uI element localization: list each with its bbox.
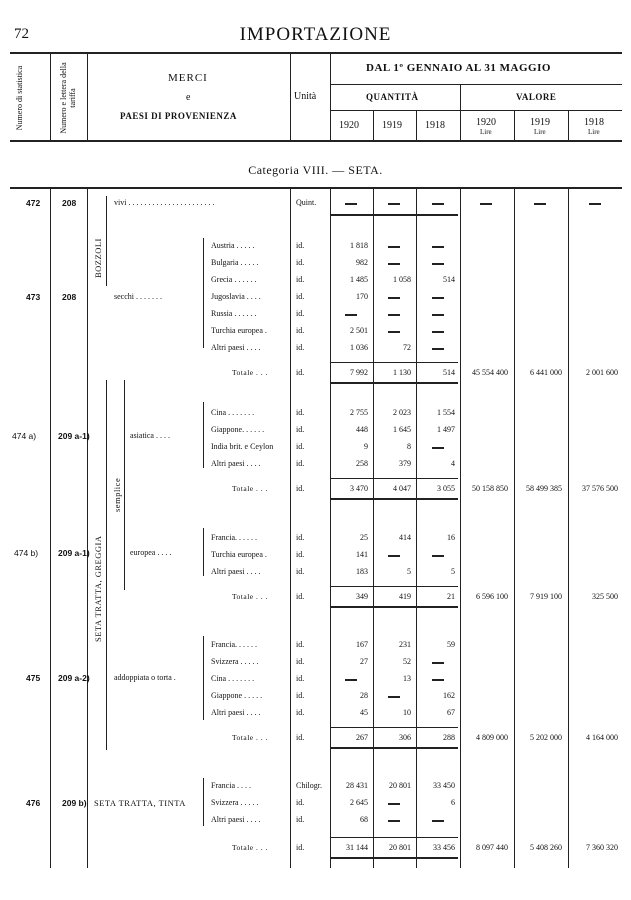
- quantity-cell: 33 456: [433, 843, 455, 852]
- country-label: Altri paesi . . . .: [211, 567, 261, 576]
- tariff-number: 209 b): [62, 798, 87, 808]
- quantity-cell: 379: [399, 459, 411, 468]
- stat-number: 473: [26, 292, 41, 302]
- quantity-cell: 33 450: [433, 781, 455, 790]
- header-divider: [50, 52, 51, 140]
- subtotal-rule: [331, 478, 458, 479]
- value-cell: 8 097 440: [476, 843, 508, 852]
- quantity-cell: 267: [356, 733, 368, 742]
- total-rule: [331, 857, 458, 859]
- quantity-cell: 349: [356, 592, 368, 601]
- unit-cell: id.: [296, 640, 305, 649]
- quantity-cell: 9: [364, 442, 368, 451]
- unit-cell: id.: [296, 843, 305, 852]
- dash-mark: [388, 803, 400, 805]
- dash-mark: [432, 820, 444, 822]
- quantity-cell: 448: [356, 425, 368, 434]
- quantity-cell: 5: [451, 567, 455, 576]
- quantity-cell: 27: [360, 657, 368, 666]
- country-label: Svizzera . . . . .: [211, 798, 259, 807]
- column-divider: [514, 188, 515, 868]
- quantity-cell: 4: [451, 459, 455, 468]
- total-label: Totale . . .: [232, 368, 268, 377]
- subtotal-rule: [331, 837, 458, 838]
- header-year: 1918: [584, 117, 604, 128]
- header-merci: MERCI: [168, 72, 208, 84]
- column-divider: [87, 188, 88, 868]
- unit-cell: id.: [296, 425, 305, 434]
- dash-mark: [388, 314, 400, 316]
- quantity-cell: 170: [356, 292, 368, 301]
- total-label: Totale . . .: [232, 733, 268, 742]
- header-divider: [373, 110, 374, 140]
- bracket-secchi: [203, 238, 204, 348]
- quantity-cell: 2 023: [393, 408, 411, 417]
- quantity-cell: 1 497: [437, 425, 455, 434]
- dash-mark: [534, 203, 546, 205]
- header-divider: [568, 110, 569, 140]
- group-bozzoli: BOZZOLI: [93, 238, 103, 278]
- quantity-cell: 1 554: [437, 408, 455, 417]
- dash-mark: [388, 297, 400, 299]
- subtotal-rule: [331, 727, 458, 728]
- quantity-cell: 16: [447, 533, 455, 542]
- total-rule: [331, 747, 458, 749]
- header-year: 1918: [425, 120, 445, 131]
- dash-mark: [388, 696, 400, 698]
- country-label: Russia . . . . . .: [211, 309, 257, 318]
- country-label: Altri paesi . . . .: [211, 343, 261, 352]
- subtotal-rule: [331, 362, 458, 363]
- header-year: 1919: [382, 120, 402, 131]
- dash-mark: [432, 297, 444, 299]
- unit-cell: id.: [296, 258, 305, 267]
- value-cell: 50 158 850: [472, 484, 508, 493]
- column-divider: [373, 188, 374, 868]
- quantity-cell: 162: [443, 691, 455, 700]
- stat-number: 474 b): [14, 548, 39, 558]
- quantity-cell: 4 047: [393, 484, 411, 493]
- unit-cell: id.: [296, 292, 305, 301]
- header-year: 1920: [476, 117, 496, 128]
- header-quantita: QUANTITÀ: [366, 92, 419, 102]
- dash-mark: [345, 314, 357, 316]
- header-divider: [330, 84, 622, 85]
- country-label: Giappone. . . . . .: [211, 425, 265, 434]
- total-label: Totale . . .: [232, 843, 268, 852]
- country-label: Austria . . . . .: [211, 241, 255, 250]
- unit-cell: id.: [296, 533, 305, 542]
- country-label: Giappone . . . . .: [211, 691, 263, 700]
- unit-cell: id.: [296, 592, 305, 601]
- header-divider: [416, 110, 417, 140]
- group-semplice: semplice: [112, 477, 122, 512]
- unit-cell: id.: [296, 798, 305, 807]
- country-label: Francia . . . .: [211, 781, 251, 790]
- country-label: Altri paesi . . . .: [211, 459, 261, 468]
- quantity-cell: 67: [447, 708, 455, 717]
- value-cell: 4 164 000: [586, 733, 618, 742]
- country-label: Turchia europea .: [211, 550, 267, 559]
- unit-cell: id.: [296, 459, 305, 468]
- quantity-cell: 1 818: [350, 241, 368, 250]
- quantity-cell: 8: [407, 442, 411, 451]
- dash-mark: [432, 331, 444, 333]
- dash-mark: [388, 203, 400, 205]
- quantity-cell: 2 645: [350, 798, 368, 807]
- quantity-cell: 3 055: [437, 484, 455, 493]
- header-bottom-rule: [10, 140, 622, 142]
- quantity-cell: 141: [356, 550, 368, 559]
- tariff-number: 208: [62, 292, 77, 302]
- header-divider: [514, 110, 515, 140]
- section-rule: [331, 214, 458, 216]
- quantity-cell: 20 801: [389, 781, 411, 790]
- quantity-cell: 1 130: [393, 368, 411, 377]
- unit-cell: id.: [296, 484, 305, 493]
- country-label: Bulgaria . . . . .: [211, 258, 259, 267]
- header-lire: Lire: [480, 128, 492, 136]
- group-vivi: vivi . . . . . . . . . . . . . . . . . . . . . .: [114, 198, 215, 207]
- column-divider: [290, 188, 291, 868]
- country-label: Jugoslavia . . . .: [211, 292, 261, 301]
- value-cell: 5 202 000: [530, 733, 562, 742]
- header-divider: [290, 52, 291, 140]
- country-label: India brit. e Ceylon: [211, 442, 274, 451]
- quantity-cell: 7 992: [350, 368, 368, 377]
- unit-cell: Quint.: [296, 198, 317, 207]
- quantity-cell: 514: [443, 275, 455, 284]
- quantity-cell: 288: [443, 733, 455, 742]
- quantity-cell: 5: [407, 567, 411, 576]
- header-lire: Lire: [588, 128, 600, 136]
- dash-mark: [432, 447, 444, 449]
- header-unita: Unità: [294, 91, 317, 102]
- column-divider: [568, 188, 569, 868]
- quantity-cell: 982: [356, 258, 368, 267]
- country-label: Turchia europea .: [211, 326, 267, 335]
- total-rule: [331, 498, 458, 500]
- dash-mark: [432, 314, 444, 316]
- column-divider: [50, 188, 51, 868]
- quantity-cell: 183: [356, 567, 368, 576]
- quantity-cell: 1 485: [350, 275, 368, 284]
- tariff-number: 209 a-2): [58, 673, 90, 683]
- header-paesi: PAESI DI PROVENIENZA: [120, 111, 237, 121]
- value-cell: 37 576 500: [582, 484, 618, 493]
- group-asiatica: asiatica . . . .: [130, 431, 170, 440]
- dash-mark: [345, 679, 357, 681]
- header-tariff-number: Numero e lettera della tariffa: [59, 62, 77, 134]
- value-cell: 6 441 000: [530, 368, 562, 377]
- dash-mark: [388, 246, 400, 248]
- dash-mark: [388, 331, 400, 333]
- tariff-number: 209 a-1): [58, 548, 90, 558]
- tariff-number: 208: [62, 198, 77, 208]
- value-cell: 58 499 385: [526, 484, 562, 493]
- quantity-cell: 1 058: [393, 275, 411, 284]
- unit-cell: id.: [296, 368, 305, 377]
- dash-mark: [432, 662, 444, 664]
- header-top-rule: [10, 52, 622, 54]
- total-label: Totale . . .: [232, 484, 268, 493]
- dash-mark: [432, 348, 444, 350]
- bracket-bozzoli: [106, 196, 107, 286]
- quantity-cell: 306: [399, 733, 411, 742]
- bracket-seta-tinta: [203, 778, 204, 826]
- quantity-cell: 25: [360, 533, 368, 542]
- dash-mark: [589, 203, 601, 205]
- quantity-cell: 28 431: [346, 781, 368, 790]
- stat-number: 472: [26, 198, 41, 208]
- column-divider: [416, 188, 417, 868]
- dash-mark: [432, 263, 444, 265]
- column-divider: [330, 188, 331, 868]
- dash-mark: [432, 679, 444, 681]
- quantity-cell: 258: [356, 459, 368, 468]
- page-title: IMPORTAZIONE: [239, 24, 392, 45]
- stat-number: 474 a): [12, 431, 37, 441]
- unit-cell: id.: [296, 708, 305, 717]
- value-cell: 7 919 100: [530, 592, 562, 601]
- dash-mark: [432, 203, 444, 205]
- header-period: DAL 1º GENNAIO AL 31 MAGGIO: [366, 62, 551, 74]
- value-cell: 5 408 260: [530, 843, 562, 852]
- stat-number: 475: [26, 673, 41, 683]
- unit-cell: id.: [296, 408, 305, 417]
- country-label: Altri paesi . . . .: [211, 708, 261, 717]
- value-cell: 4 809 000: [476, 733, 508, 742]
- dash-mark: [432, 246, 444, 248]
- header-divider: [87, 52, 88, 140]
- quantity-cell: 2 501: [350, 326, 368, 335]
- quantity-cell: 31 144: [346, 843, 368, 852]
- header-stat-number: Numero di statistica: [15, 65, 24, 131]
- quantity-cell: 414: [399, 533, 411, 542]
- column-divider: [460, 188, 461, 868]
- header-divider: [460, 84, 461, 140]
- unit-cell: id.: [296, 567, 305, 576]
- group-europea: europea . . . .: [130, 548, 172, 557]
- country-label: Grecia . . . . . .: [211, 275, 257, 284]
- quantity-cell: 13: [403, 674, 411, 683]
- unit-cell: id.: [296, 674, 305, 683]
- stat-number: 476: [26, 798, 41, 808]
- unit-cell: id.: [296, 815, 305, 824]
- quantity-cell: 167: [356, 640, 368, 649]
- unit-cell: id.: [296, 550, 305, 559]
- header-e: e: [186, 92, 191, 103]
- body-top-rule: [10, 187, 622, 189]
- total-label: Totale . . .: [232, 592, 268, 601]
- unit-cell: id.: [296, 241, 305, 250]
- tariff-number: 209 a-1): [58, 431, 90, 441]
- bracket-semplice: [124, 380, 125, 590]
- quantity-cell: 72: [403, 343, 411, 352]
- bracket-asiatica: [203, 402, 204, 468]
- quantity-cell: 21: [447, 592, 455, 601]
- value-cell: 325 500: [592, 592, 618, 601]
- unit-cell: id.: [296, 733, 305, 742]
- dash-mark: [388, 263, 400, 265]
- group-seta-tinta: SETA TRATTA, TINTA: [94, 798, 186, 808]
- header-valore: VALORE: [516, 92, 557, 102]
- unit-cell: id.: [296, 326, 305, 335]
- group-secchi: secchi . . . . . . .: [114, 292, 162, 301]
- country-label: Cina . . . . . . .: [211, 674, 255, 683]
- value-cell: 45 554 400: [472, 368, 508, 377]
- country-label: Francia. . . . . .: [211, 533, 257, 542]
- value-cell: 2 001 600: [586, 368, 618, 377]
- bracket-europea: [203, 528, 204, 576]
- subtotal-rule: [331, 586, 458, 587]
- quantity-cell: 6: [451, 798, 455, 807]
- quantity-cell: 1 036: [350, 343, 368, 352]
- dash-mark: [388, 820, 400, 822]
- category-heading: Categoria VIII. — SETA.: [248, 163, 383, 177]
- quantity-cell: 20 801: [389, 843, 411, 852]
- total-rule: [331, 606, 458, 608]
- dash-mark: [345, 203, 357, 205]
- unit-cell: id.: [296, 275, 305, 284]
- country-label: Francia. . . . . .: [211, 640, 257, 649]
- unit-cell: id.: [296, 442, 305, 451]
- country-label: Altri paesi . . . .: [211, 815, 261, 824]
- unit-cell: Chilogr.: [296, 781, 323, 790]
- quantity-cell: 514: [443, 368, 455, 377]
- country-label: Svizzera . . . . .: [211, 657, 259, 666]
- bracket-addoppiata: [203, 636, 204, 720]
- value-cell: 7 360 320: [586, 843, 618, 852]
- group-addoppiata: addoppiata o torta .: [114, 673, 176, 682]
- unit-cell: id.: [296, 309, 305, 318]
- dash-mark: [480, 203, 492, 205]
- quantity-cell: 28: [360, 691, 368, 700]
- total-rule: [331, 382, 458, 384]
- quantity-cell: 231: [399, 640, 411, 649]
- quantity-cell: 3 470: [350, 484, 368, 493]
- value-cell: 6 596 100: [476, 592, 508, 601]
- page-number: 72: [14, 26, 29, 42]
- group-seta-greggia: SETA TRATTA, GREGGIA: [93, 535, 103, 642]
- quantity-cell: 45: [360, 708, 368, 717]
- quantity-cell: 2 755: [350, 408, 368, 417]
- quantity-cell: 52: [403, 657, 411, 666]
- unit-cell: id.: [296, 691, 305, 700]
- dash-mark: [432, 555, 444, 557]
- quantity-cell: 419: [399, 592, 411, 601]
- quantity-cell: 10: [403, 708, 411, 717]
- quantity-cell: 1 645: [393, 425, 411, 434]
- country-label: Cina . . . . . . .: [211, 408, 255, 417]
- unit-cell: id.: [296, 657, 305, 666]
- quantity-cell: 59: [447, 640, 455, 649]
- dash-mark: [388, 555, 400, 557]
- header-year: 1920: [339, 120, 359, 131]
- header-lire: Lire: [534, 128, 546, 136]
- header-divider: [330, 52, 331, 140]
- bracket-seta-greggia: [106, 380, 107, 750]
- quantity-cell: 68: [360, 815, 368, 824]
- unit-cell: id.: [296, 343, 305, 352]
- header-year: 1919: [530, 117, 550, 128]
